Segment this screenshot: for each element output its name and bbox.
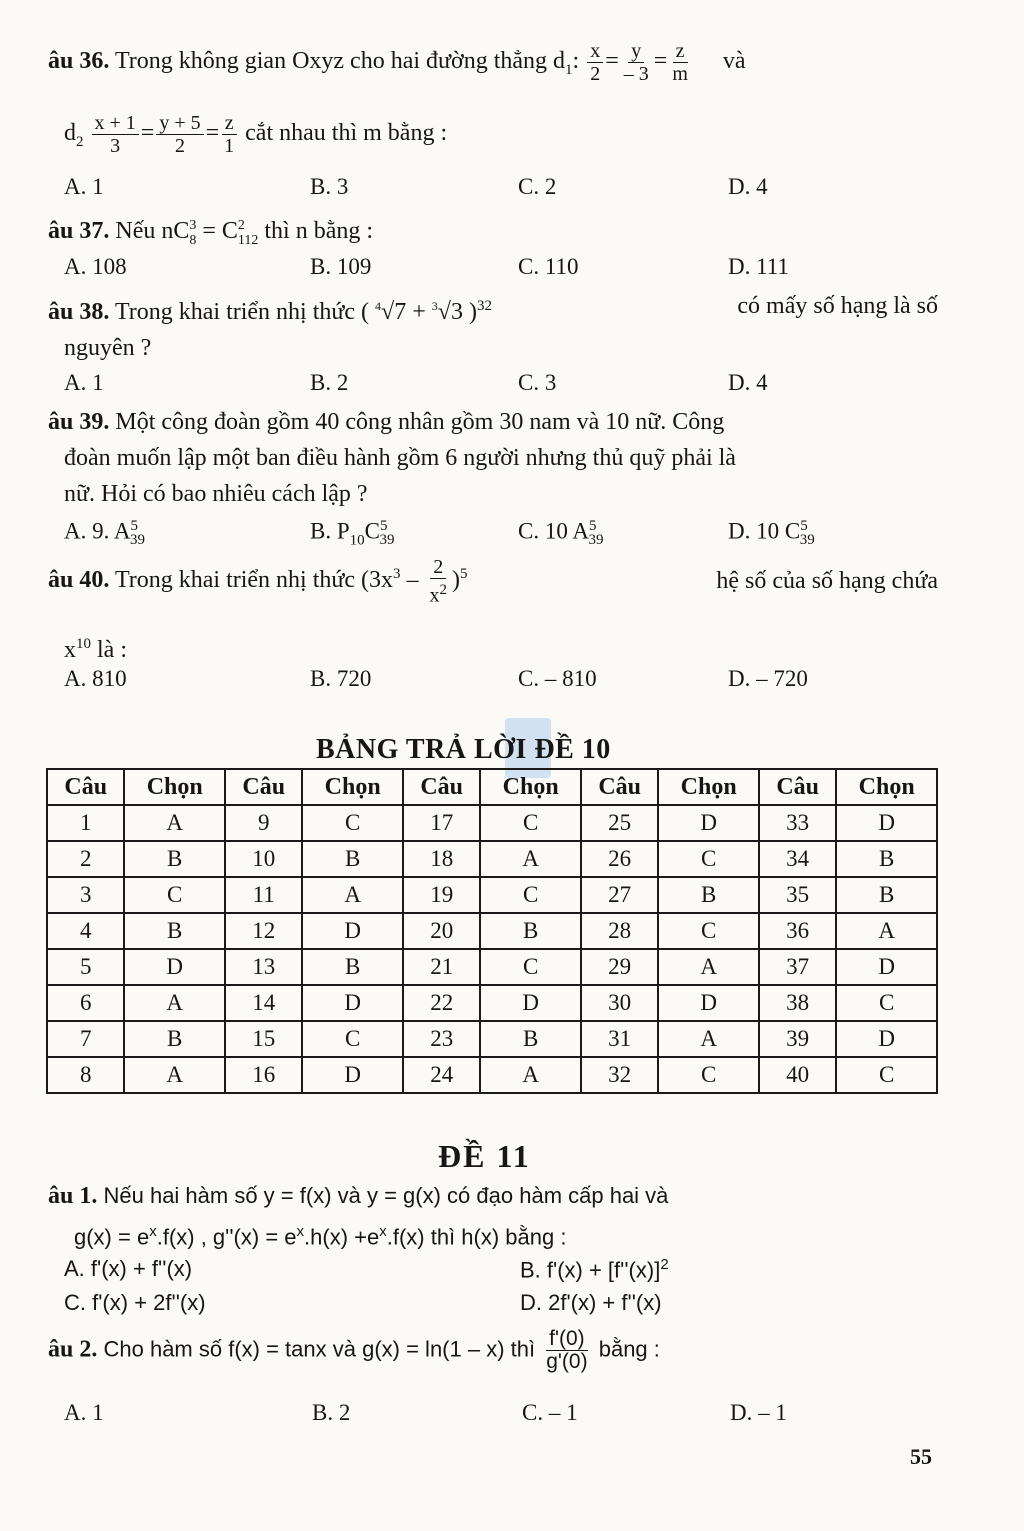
de11-question-2 xyxy=(48,1328,660,1373)
question-number-cell: 23 xyxy=(403,1021,480,1057)
question-text: thì n bằng : xyxy=(264,218,374,244)
table-row xyxy=(47,1021,937,1057)
answer-choice-cell: A xyxy=(658,949,759,985)
subscript: 2 xyxy=(76,133,84,150)
answer-choice-cell: D xyxy=(836,949,937,985)
answer-choice-cell: B xyxy=(124,841,225,877)
answer-choice-cell: A xyxy=(658,1021,759,1057)
question-number-cell: 29 xyxy=(581,949,658,985)
question-text: Nếu hai hàm số y = f(x) và y = g(x) có đạo hàm cấp hai và xyxy=(103,1183,669,1208)
question-number-cell: 24 xyxy=(403,1057,480,1093)
option-d: D. 2f'(x) + f''(x) xyxy=(520,1290,662,1315)
column-header: Câu xyxy=(581,769,658,805)
question-40: âu 40. Trong khai triển nhị thức ($3x^3$ – $\frac{2}{x^2}$ )$^5$ hệ số của số hạng chứa xyxy=(48,556,938,607)
question-number-cell: 35 xyxy=(759,877,836,913)
question-number-cell: 36 xyxy=(759,913,836,949)
answer-choice-cell: B xyxy=(658,877,759,913)
column-header: Chọn xyxy=(480,769,581,805)
option-a: A. 810 xyxy=(64,666,127,691)
subscript: 1 xyxy=(565,61,573,78)
question-38-line2: nguyên ? xyxy=(64,335,152,361)
question-text: Nếu n xyxy=(115,218,174,244)
answer-choice-cell: D xyxy=(302,913,403,949)
answer-choice-cell: B xyxy=(480,1021,581,1057)
column-header: Câu xyxy=(759,769,836,805)
option-c: C. 110 xyxy=(518,254,579,279)
answer-choice-cell: A xyxy=(124,1057,225,1093)
option-b: B. $P_{10}C^5_{39}$ xyxy=(310,518,395,549)
table-row xyxy=(47,841,937,877)
option-a: A. 1 xyxy=(64,370,104,395)
question-label: âu 36. xyxy=(48,48,110,75)
answer-choice-cell: D xyxy=(658,985,759,1021)
question-number-cell: 21 xyxy=(403,949,480,985)
answer-choice-cell: B xyxy=(302,949,403,985)
option-d: D. – 1 xyxy=(730,1400,787,1425)
answer-choice-cell: C xyxy=(124,877,225,913)
colon: : xyxy=(572,48,580,75)
column-header: Câu xyxy=(47,769,124,805)
question-number-cell: 38 xyxy=(759,985,836,1021)
question-text: Trong không gian Oxyz cho hai đường thẳng d xyxy=(114,48,566,75)
question-number-cell: 28 xyxy=(581,913,658,949)
question-number-cell: 25 xyxy=(581,805,658,841)
column-header: Câu xyxy=(403,769,480,805)
question-number-cell: 8 xyxy=(47,1057,124,1093)
answer-choice-cell: D xyxy=(658,805,759,841)
question-number-cell: 18 xyxy=(403,841,480,877)
option-b: B. 109 xyxy=(310,254,372,279)
question-number-cell: 9 xyxy=(225,805,302,841)
answer-table xyxy=(46,768,938,1094)
question-number-cell: 7 xyxy=(47,1021,124,1057)
question-number-cell: 40 xyxy=(759,1057,836,1093)
table-row xyxy=(47,985,937,1021)
answer-choice-cell: A xyxy=(480,841,581,877)
question-number-cell: 10 xyxy=(225,841,302,877)
option-a: A. f'(x) + f''(x) xyxy=(64,1256,193,1281)
answer-choice-cell: B xyxy=(124,1021,225,1057)
question-number-cell: 4 xyxy=(47,913,124,949)
column-header: Chọn xyxy=(836,769,937,805)
question-39-line3: nữ. Hỏi có bao nhiêu cách lập ? xyxy=(64,481,368,507)
fraction: $\frac{z}{m}$ xyxy=(672,40,688,85)
question-38 xyxy=(48,292,938,326)
question-text: Trong khai triển nhị thức ( xyxy=(114,299,370,325)
answer-choice-cell: B xyxy=(302,841,403,877)
column-header: Câu xyxy=(225,769,302,805)
option-a: A. 1 xyxy=(64,1400,104,1425)
question-number-cell: 5 xyxy=(47,949,124,985)
fraction: $\frac{z}{1}$ xyxy=(221,112,237,157)
option-c: C. 3 xyxy=(518,370,557,395)
option-d: D. 4 xyxy=(728,174,768,199)
question-number-cell: 27 xyxy=(581,877,658,913)
question-40-line2: $x^{10}$ là : xyxy=(64,636,127,663)
answer-choice-cell: D xyxy=(124,949,225,985)
option-a: A. 1 xyxy=(64,174,104,199)
option-d: D. 4 xyxy=(728,370,768,395)
answer-choice-cell: B xyxy=(480,913,581,949)
answer-choice-cell: A xyxy=(124,805,225,841)
question-label: âu 38. xyxy=(48,299,110,325)
answer-choice-cell: A xyxy=(836,913,937,949)
question-39-line2: đoàn muốn lập một ban điều hành gồm 6 người nhưng thủ quỹ phải là xyxy=(64,445,736,471)
question-number-cell: 30 xyxy=(581,985,658,1021)
question-number-cell: 13 xyxy=(225,949,302,985)
answer-choice-cell: C xyxy=(658,913,759,949)
answer-choice-cell: C xyxy=(480,877,581,913)
question-number-cell: 12 xyxy=(225,913,302,949)
option-c: C. f'(x) + 2f''(x) xyxy=(64,1290,206,1315)
question-text: Cho hàm số f(x) = tanx và g(x) = ln(1 – x) thì xyxy=(103,1336,536,1362)
option-a: A. 108 xyxy=(64,254,127,279)
answer-choice-cell: A xyxy=(480,1057,581,1093)
section-title: ĐỀ 11 xyxy=(438,1138,531,1174)
question-label: âu 1. xyxy=(48,1183,98,1209)
question-number-cell: 37 xyxy=(759,949,836,985)
question-number-cell: 33 xyxy=(759,805,836,841)
question-number-cell: 34 xyxy=(759,841,836,877)
question-label: âu 39. xyxy=(48,409,110,435)
question-text: bằng : xyxy=(598,1336,660,1362)
question-number-cell: 17 xyxy=(403,805,480,841)
question-number-cell: 15 xyxy=(225,1021,302,1057)
fraction: $\frac{x + 1}{3}$ xyxy=(92,112,139,157)
answer-choice-cell: C xyxy=(836,1057,937,1093)
option-b: B. 3 xyxy=(310,174,349,199)
fraction: $\frac{f'(0)}{g'(0)}$ xyxy=(546,1327,588,1373)
page-number: 55 xyxy=(910,1444,932,1469)
answer-choice-cell: A xyxy=(302,877,403,913)
answer-choice-cell: D xyxy=(836,1021,937,1057)
question-text: Một công đoàn gồm 40 công nhân gồm 30 nam và 10 nữ. Công xyxy=(115,409,725,435)
answer-choice-cell: C xyxy=(480,949,581,985)
fraction: $\frac{y + 5}{2}$ xyxy=(156,112,203,157)
table-row xyxy=(47,913,937,949)
answer-choice-cell: D xyxy=(836,805,937,841)
option-b: B. 720 xyxy=(310,666,372,691)
table-row xyxy=(47,877,937,913)
question-text: hệ số của số hạng chứa xyxy=(716,568,938,595)
option-b: B. $f'(x) + [f''(x)]^2$ xyxy=(520,1256,669,1283)
table-row xyxy=(47,949,937,985)
fraction: $\frac{2}{x^2}$ xyxy=(429,556,448,607)
option-d: D. 111 xyxy=(728,254,789,279)
table-row xyxy=(47,1057,937,1093)
question-number-cell: 20 xyxy=(403,913,480,949)
de11-question-1 xyxy=(48,1182,668,1210)
option-b: B. 2 xyxy=(310,370,349,395)
answer-choice-cell: B xyxy=(836,877,937,913)
fraction: $\frac{x}{2}$ xyxy=(587,40,603,85)
answer-choice-cell: B xyxy=(124,913,225,949)
question-number-cell: 26 xyxy=(581,841,658,877)
option-d: D. – 720 xyxy=(728,666,808,691)
question-number-cell: 11 xyxy=(225,877,302,913)
question-39 xyxy=(48,408,724,436)
answer-choice-cell: A xyxy=(124,985,225,1021)
question-text: Trong khai triển nhị thức (3x xyxy=(114,566,394,593)
option-a: A. 9. $A^5_{39}$ xyxy=(64,518,145,549)
column-header: Chọn xyxy=(658,769,759,805)
question-number-cell: 32 xyxy=(581,1057,658,1093)
question-number-cell: 31 xyxy=(581,1021,658,1057)
question-number-cell: 39 xyxy=(759,1021,836,1057)
question-36: âu 36. Trong không gian Oxyz cho hai đường thẳng $d_1$: $\frac{x}{2}$ = $\frac{y}{- 3}$ = $\frac{z}{m}$ và xyxy=(48,40,746,85)
question-number-cell: 19 xyxy=(403,877,480,913)
fraction: $\frac{y}{- 3}$ xyxy=(623,40,649,85)
answer-choice-cell: D xyxy=(480,985,581,1021)
formula: $C^3_8 = C^2_{112}$ xyxy=(173,218,259,248)
conjunction: và xyxy=(722,48,746,75)
question-number-cell: 22 xyxy=(403,985,480,1021)
formula: $^4$√7 + $^3$√3 )$^{32}$ xyxy=(375,298,492,325)
question-36-line2: $d_2$ $\frac{x + 1}{3}$ = $\frac{y + 5}{2}$ = $\frac{z}{1}$ cắt nhau thì m bằng : xyxy=(64,112,448,157)
question-number-cell: 2 xyxy=(47,841,124,877)
option-d: D. 10 $C^5_{39}$ xyxy=(728,518,815,549)
de11-question-1-line2: $g(x) = e^x.f(x)$ , $g''(x) = e^x.h(x) +e^x.f(x)$ thì h(x) bằng : xyxy=(74,1223,567,1250)
answer-choice-cell: C xyxy=(658,841,759,877)
answer-choice-cell: C xyxy=(836,985,937,1021)
option-c: C. – 1 xyxy=(522,1400,578,1425)
table-row xyxy=(47,805,937,841)
question-text: cắt nhau thì m bằng : xyxy=(245,120,448,147)
column-header: Chọn xyxy=(124,769,225,805)
answer-choice-cell: D xyxy=(302,1057,403,1093)
answer-table-title: BẢNG TRẢ LỜI ĐỀ 10 xyxy=(316,734,611,765)
question-label: âu 37. xyxy=(48,218,110,244)
option-b: B. 2 xyxy=(312,1400,351,1425)
table-header-row xyxy=(47,769,937,805)
answer-choice-cell: B xyxy=(836,841,937,877)
option-c: C. 10 $A^5_{39}$ xyxy=(518,518,604,549)
question-number-cell: 16 xyxy=(225,1057,302,1093)
question-number-cell: 1 xyxy=(47,805,124,841)
answer-choice-cell: D xyxy=(302,985,403,1021)
answer-choice-cell: C xyxy=(658,1057,759,1093)
option-c: C. – 810 xyxy=(518,666,597,691)
answer-choice-cell: C xyxy=(302,1021,403,1057)
question-37 xyxy=(48,212,373,255)
line-name: d xyxy=(64,120,76,147)
question-number-cell: 6 xyxy=(47,985,124,1021)
answer-choice-cell: C xyxy=(302,805,403,841)
question-number-cell: 3 xyxy=(47,877,124,913)
column-header: Chọn xyxy=(302,769,403,805)
question-text: có mấy số hạng là số xyxy=(737,293,938,319)
answer-choice-cell: C xyxy=(480,805,581,841)
question-label: âu 40. xyxy=(48,566,110,593)
option-c: C. 2 xyxy=(518,174,557,199)
question-number-cell: 14 xyxy=(225,985,302,1021)
question-label: âu 2. xyxy=(48,1336,98,1363)
